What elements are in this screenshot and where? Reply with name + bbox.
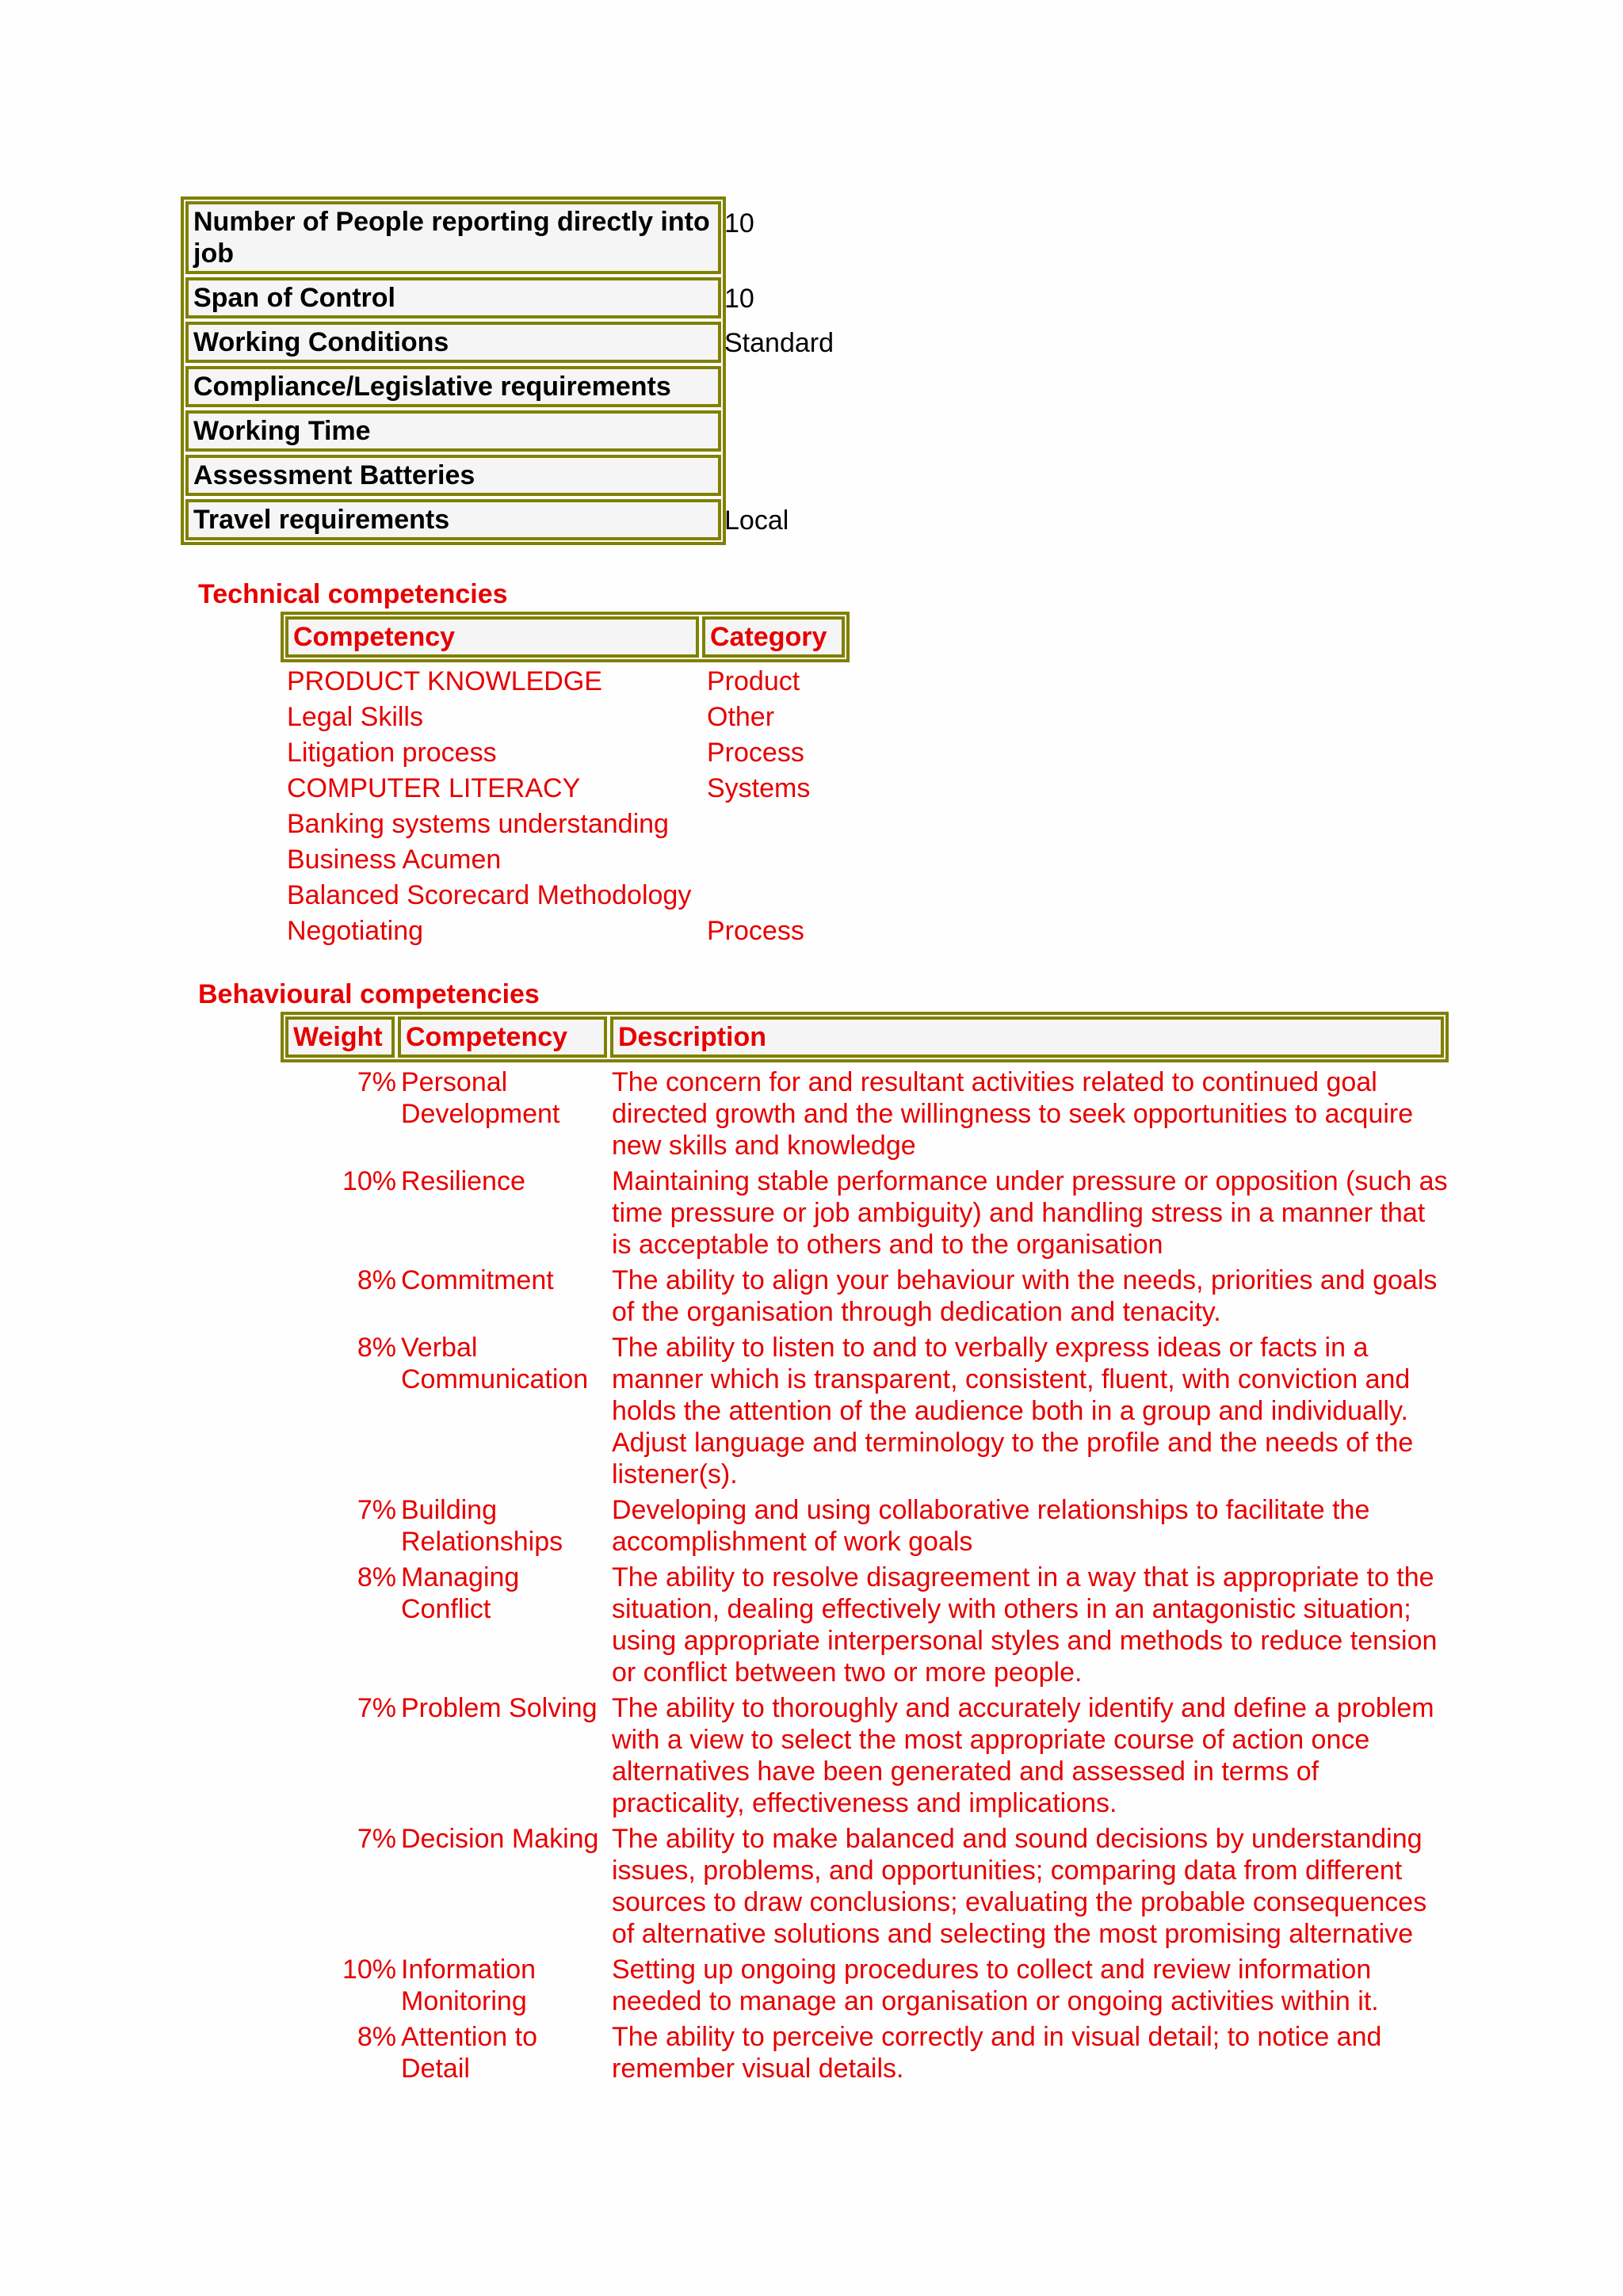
table-row [287,2021,1452,2084]
info-label: Travel requirements [185,499,721,540]
info-label: Working Conditions [185,322,721,363]
technical-competency-category [707,808,865,844]
competency-description: The ability to make balanced and sound decisions by understanding issues, problems, and opportunities; comparing data from different sources to draw conclusions; evaluating the probable consequences of alternative solutions and selecting the most promising alternative [612,1824,1427,1949]
behavioural-competencies-title: Behavioural competencies [198,979,540,1009]
table-row [287,1692,1452,1819]
info-value-travel: Local [724,505,789,536]
competency-description: The ability to perceive correctly and in visual detail; to notice and remember visual details. [612,2022,1382,2084]
technical-header-competency: Competency [285,616,699,658]
technical-competency-category [707,879,865,915]
table-row [287,1562,1452,1688]
competency-weight: 10% [342,1955,396,1985]
competency-name: Verbal Communication [401,1333,589,1394]
competency-weight: 7% [357,1824,396,1854]
table-row [287,772,865,808]
behavioural-header-weight: Weight [285,1016,395,1058]
competency-description: Developing and using collaborative relationships to facilitate the accomplishment of work goals [612,1495,1370,1557]
technical-competency-list [287,666,865,951]
competency-description: The ability to thoroughly and accurately identify and define a problem with a view to select the most appropriate course of action once alternatives have been generated and assessed in terms of practicality, effectiveness and implications. [612,1693,1434,1818]
technical-competency-name: Business Acumen [287,845,502,875]
competency-name: Problem Solving [401,1693,598,1723]
table-row [287,1494,1452,1558]
competency-name: Commitment [401,1265,554,1295]
table-row [287,701,865,737]
info-row [185,455,721,499]
competency-name: Managing Conflict [401,1562,520,1624]
table-row [287,1264,1452,1328]
info-value-conditions: Standard [724,328,834,358]
table-row [287,879,865,915]
competency-weight: 8% [357,1562,396,1592]
technical-competency-name: Litigation process [287,738,497,768]
behavioural-header-row [281,1012,1449,1062]
behavioural-header-description: Description [610,1016,1444,1058]
technical-competency-category: Product [707,666,800,696]
technical-competency-category: Systems [707,773,811,803]
info-label: Assessment Batteries [185,455,721,496]
technical-competency-category: Process [707,738,804,768]
info-row [185,201,721,277]
technical-competency-name: PRODUCT KNOWLEDGE [287,666,602,696]
competency-weight: 7% [357,1693,396,1723]
info-label: Compliance/Legislative requirements [185,366,721,407]
competency-name: Personal Development [401,1067,560,1129]
competency-weight: 7% [357,1067,396,1097]
competency-name: Resilience [401,1166,525,1196]
technical-competency-name: Negotiating [287,916,424,946]
table-row [287,1165,1452,1261]
technical-competency-name: Banking systems understanding [287,809,669,839]
technical-competency-category [707,844,865,879]
info-row [185,499,721,540]
technical-competency-name: Legal Skills [287,702,423,732]
competency-weight: 10% [342,1166,396,1196]
info-row [185,322,721,366]
competency-weight: 8% [357,1333,396,1363]
info-row [185,277,721,322]
technical-competency-name: Balanced Scorecard Methodology [287,880,692,910]
competency-description: The ability to resolve disagreement in a way that is appropriate to the situation, dealing effectively with others in an antagonistic situation; using appropriate interpersonal styles and methods to reduce tension or conflict between two or more people. [612,1562,1438,1688]
info-value-reporting: 10 [724,208,754,238]
table-row [287,1823,1452,1950]
competency-description: Maintaining stable performance under pressure or opposition (such as time pressure or job ambiguity) and handling stress in a manner that is acceptable to others and to the organisation [612,1166,1448,1260]
info-label: Working Time [185,410,721,452]
behavioural-header-competency: Competency [398,1016,607,1058]
technical-header-row [281,612,850,662]
table-row [287,844,865,879]
competency-name: Decision Making [401,1824,599,1854]
table-row [287,808,865,844]
competency-weight: 8% [357,1265,396,1295]
table-row [287,1954,1452,2017]
table-row [287,737,865,772]
technical-header-category: Category [702,616,845,658]
job-info-table [181,196,726,545]
table-row [287,1332,1452,1490]
info-label: Number of People reporting directly into job [185,201,721,274]
info-value-span: 10 [724,284,754,314]
info-row [185,366,721,410]
competency-name: Building Relationships [401,1495,563,1557]
info-row [185,410,721,455]
technical-competencies-title: Technical competencies [198,579,508,609]
behavioural-competency-list [287,1066,1452,2088]
competency-name: Attention to Detail [401,2022,538,2084]
table-row [287,1066,1452,1161]
competency-description: The ability to listen to and to verbally express ideas or facts in a manner which is transparent, consistent, fluent, with conviction and holds the attention of the audience both in a group and individually. Adjust language and terminology to the profile and the needs of the listener(s). [612,1333,1414,1489]
technical-competency-name: COMPUTER LITERACY [287,773,581,803]
competency-description: The ability to align your behaviour with the needs, priorities and goals of the organisation through dedication and tenacity. [612,1265,1438,1327]
technical-competency-category: Process [707,916,804,946]
competency-weight: 7% [357,1495,396,1525]
competency-description: The concern for and resultant activities related to continued goal directed growth and the willingness to seek opportunities to acquire new skills and knowledge [612,1067,1414,1161]
competency-name: Information Monitoring [401,1955,537,2016]
table-row [287,915,865,951]
technical-competency-category: Other [707,702,775,732]
table-row [287,666,865,701]
competency-weight: 8% [357,2022,396,2052]
competency-description: Setting up ongoing procedures to collect and review information needed to manage an organisation or ongoing activities within it. [612,1955,1379,2016]
info-label: Span of Control [185,277,721,318]
